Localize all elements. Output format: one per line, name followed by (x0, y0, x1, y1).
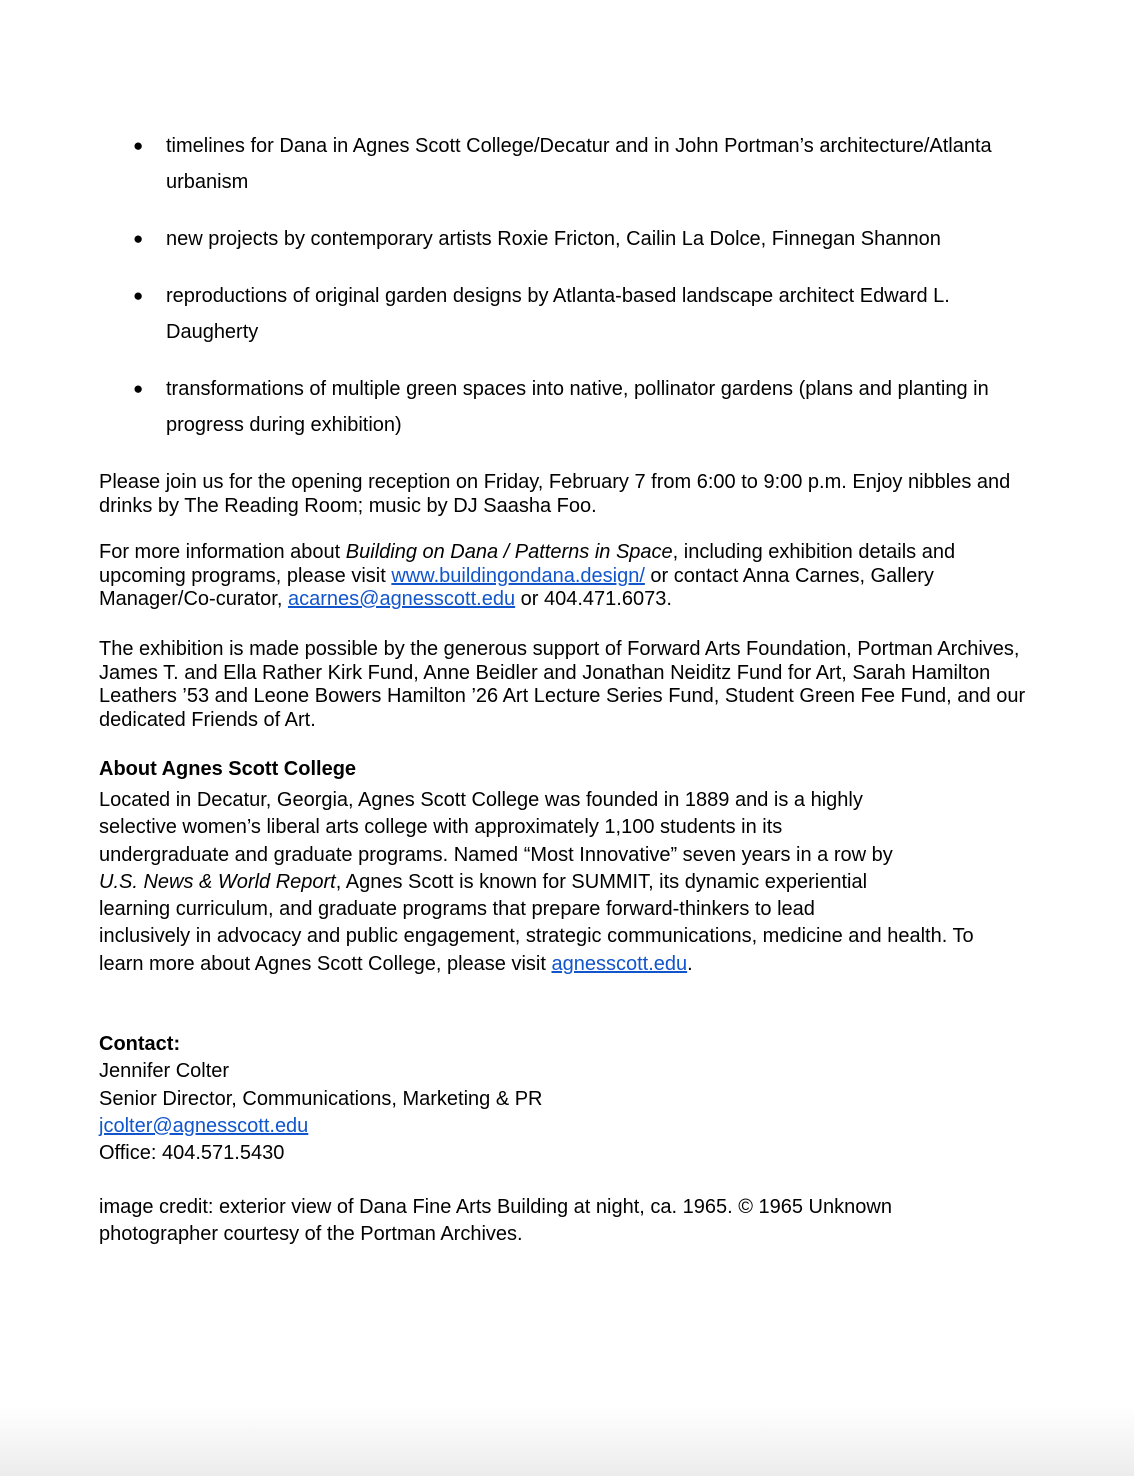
about-line: learn more about Agnes Scott College, please visit agnesscott.edu. (99, 952, 693, 975)
support-paragraph: The exhibition is made possible by the generous support of Forward Arts Foundation, Portman Archives, James T. and Ella Rather Kirk Fund, Anne Beidler and Jonathan Neiditz Fund for Art, Sarah Hamilton Leathers ’53 and Leone Bowers Hamilton ’26 Art Lecture Series Fund, Student Green Fee Fund, and our dedicated Friends of Art. (99, 638, 1026, 731)
publication-title: U.S. News & World Report (99, 870, 336, 893)
about-line: selective women’s liberal arts college with approximately 1,100 students in its (99, 816, 783, 839)
bullet-icon: ● (133, 286, 144, 305)
credit-line: image credit: exterior view of Dana Fine Arts Building at night, ca. 1965. © 1965 Unknown (99, 1196, 892, 1218)
list-item (0, 128, 1134, 200)
college-website-link[interactable]: agnesscott.edu (551, 952, 688, 975)
contact-block (99, 1031, 799, 1167)
contact-name: Jennifer Colter (99, 1060, 230, 1083)
page-bottom-shade (0, 1406, 1134, 1476)
image-credit (99, 1194, 999, 1249)
contact-email-link[interactable]: jcolter@agnesscott.edu (99, 1114, 309, 1137)
list-item (0, 221, 1134, 257)
contact-phone: Office: 404.571.5430 (99, 1142, 285, 1165)
about-line: Located in Decatur, Georgia, Agnes Scott College was founded in 1889 and is a highly (99, 789, 863, 811)
about-line: undergraduate and graduate programs. Named “Most Innovative” seven years in a row by (99, 843, 893, 866)
list-item-text: reproductions of original garden designs by Atlanta-based landscape architect Edward L. Daugherty (166, 285, 950, 343)
more-info-text: For more information about (99, 541, 346, 563)
credit-line: photographer courtesy of the Portman Archives. (99, 1223, 523, 1246)
list-item (0, 371, 1134, 443)
list-item (0, 278, 1134, 350)
exhibition-website-link[interactable]: www.buildingondana.design/ (391, 564, 645, 587)
exhibition-features-list (0, 128, 1134, 464)
reception-paragraph: Please join us for the opening reception on Friday, February 7 from 6:00 to 9:00 p.m. Enjoy nibbles and drinks by The Reading Room; music by DJ Saasha Foo. (99, 471, 1011, 517)
bullet-icon: ● (133, 136, 144, 155)
more-info-text: , including exhibition details and upcoming programs, please visit (99, 541, 956, 587)
list-item-text: transformations of multiple green spaces into native, pollinator gardens (plans and planting in progress during exhibition) (166, 378, 989, 436)
about-heading: About Agnes Scott College (99, 758, 357, 780)
list-item-text: timelines for Dana in Agnes Scott College/Decatur and in John Portman’s architecture/Atlanta urbanism (166, 135, 992, 193)
bullet-icon: ● (133, 379, 144, 398)
about-paragraph (99, 787, 1059, 978)
contact-heading: Contact: (99, 1033, 181, 1055)
about-line: U.S. News & World Report, Agnes Scott is known for SUMMIT, its dynamic experiential (99, 870, 868, 893)
more-info-paragraph (99, 541, 999, 612)
about-line: inclusively in advocacy and public engagement, strategic communications, medicine and health. To (99, 925, 974, 948)
list-item-text: new projects by contemporary artists Roxie Fricton, Cailin La Dolce, Finnegan Shannon (166, 228, 941, 250)
more-info-text: or 404.471.6073. (515, 588, 672, 610)
about-line: learning curriculum, and graduate programs that prepare forward-thinkers to lead (99, 898, 815, 921)
bullet-icon: ● (133, 229, 144, 248)
gallery-email-link[interactable]: acarnes@agnesscott.edu (287, 588, 516, 610)
more-info-text: or contact Anna Carnes, Gallery Manager/Co-curator, (99, 564, 934, 610)
contact-title: Senior Director, Communications, Marketing & PR (99, 1087, 543, 1110)
exhibition-title: Building on Dana / Patterns in Space (345, 541, 673, 563)
